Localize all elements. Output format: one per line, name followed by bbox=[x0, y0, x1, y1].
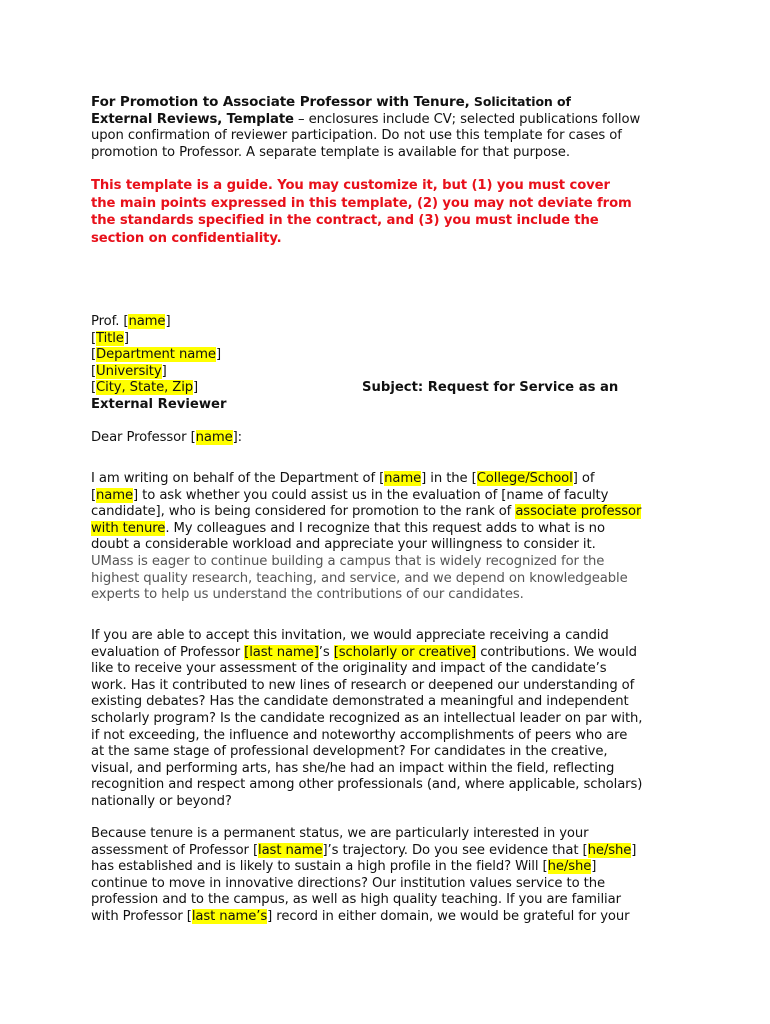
text: assessment of Professor [ bbox=[91, 842, 259, 858]
text: ] of bbox=[572, 471, 595, 486]
guide-line: This template is a guide. You may customize it, but (1) you must cover bbox=[91, 178, 610, 193]
text: If you are able to accept this invitation, we would appreciate receiving a candid bbox=[91, 628, 609, 643]
text: recognition and respect among other professionals (and, where applicable, scholars) bbox=[91, 777, 643, 793]
pronoun-placeholder: he/she bbox=[547, 859, 592, 875]
title-enclosures: – enclosures include CV; selected publications follow bbox=[293, 111, 641, 127]
bracket: [ bbox=[91, 380, 97, 396]
guide-line: the main points expressed in this template, (2) you may not deviate from bbox=[91, 195, 632, 211]
address-department: Department name bbox=[96, 347, 216, 363]
bracket: ] bbox=[215, 347, 221, 363]
text: ]’s trajectory. Do you see evidence that [ bbox=[322, 842, 588, 858]
salutation bbox=[91, 430, 691, 447]
text: ] record in either domain, we would be grateful for your bbox=[267, 908, 630, 924]
name-placeholder: name bbox=[96, 487, 134, 503]
text: visual, and performing arts, has she/he had an impact within the field, reflecting bbox=[91, 760, 615, 776]
bracket: ] bbox=[161, 363, 167, 379]
text: at the same stage of professional development? For candidates in the creative, bbox=[91, 744, 608, 760]
pronoun-placeholder: he/she bbox=[587, 842, 632, 858]
text: I am writing on behalf of the Department of [ bbox=[91, 471, 385, 486]
bracket: [ bbox=[91, 347, 97, 363]
salutation-name: name bbox=[195, 430, 233, 445]
guide-notice bbox=[91, 177, 691, 247]
text: if not exceeding, the influence and noteworthy accomplishments of peers who are bbox=[91, 727, 628, 743]
text: profession and to the campus, as well as high quality teaching. If you are familiar bbox=[91, 892, 621, 908]
bracket: ] bbox=[123, 330, 129, 346]
bracket: [ bbox=[91, 330, 97, 346]
title-heading-cont: Solicitation of bbox=[469, 94, 571, 109]
text: UMass is eager to continue building a campus that is widely recognized for the bbox=[91, 553, 605, 569]
text: experts to help us understand the contributions of our candidates. bbox=[91, 587, 524, 603]
text: nationally or beyond? bbox=[91, 793, 232, 809]
text: scholarly program? Is the candidate recognized as an intellectual leader on par with, bbox=[91, 710, 643, 726]
text: Because tenure is a permanent status, we are particularly interested in your bbox=[91, 826, 589, 841]
text: evaluation of Professor bbox=[91, 644, 245, 660]
text: doubt a considerable workload and appreciate your willingness to consider it. bbox=[91, 537, 596, 553]
last-name-placeholder: [last name] bbox=[244, 644, 319, 660]
title-heading: For Promotion to Associate Professor with Tenure, bbox=[91, 94, 470, 110]
address-name: name bbox=[128, 314, 166, 329]
text: ] bbox=[631, 842, 637, 858]
text: ] in the [ bbox=[421, 471, 477, 486]
paragraph-intro bbox=[91, 471, 691, 604]
template-title bbox=[91, 94, 691, 161]
department-name-placeholder: name bbox=[384, 471, 422, 486]
text: contributions. We would bbox=[476, 644, 637, 660]
title-template-label: External Reviews, Template bbox=[91, 111, 294, 127]
salutation-text: Dear Professor [ bbox=[91, 430, 196, 445]
text: candidate], who is being considered for promotion to the rank of bbox=[91, 504, 516, 520]
bracket: ] bbox=[193, 380, 199, 396]
text: continue to move in innovative directions? Our institution values service to the bbox=[91, 875, 605, 891]
salutation-end: ]: bbox=[232, 430, 242, 445]
last-name-placeholder: last name’s bbox=[191, 908, 268, 924]
text: highest quality research, teaching, and service, and we depend on knowledgeable bbox=[91, 570, 628, 586]
subject-line: Subject: Request for Service as an bbox=[362, 380, 619, 395]
text: existing debates? Has the candidate demonstrated a meaningful and independent bbox=[91, 694, 629, 710]
text: has established and is likely to sustain a high profile in the field? Will [ bbox=[91, 859, 548, 875]
title-line3: promotion to Professor. A separate template is available for that purpose. bbox=[91, 144, 570, 160]
text: ] bbox=[591, 859, 597, 875]
last-name-placeholder: last name bbox=[258, 842, 323, 858]
rank-placeholder-cont: with tenure bbox=[91, 520, 166, 536]
text: [ bbox=[91, 487, 97, 503]
address-prof: Prof. [ bbox=[91, 314, 129, 329]
title-line2: upon confirmation of reviewer participation. Do not use this template for cases of bbox=[91, 128, 622, 144]
bracket: ] bbox=[165, 314, 171, 329]
rank-placeholder: associate professor bbox=[515, 504, 642, 520]
text: ’s bbox=[318, 644, 334, 660]
guide-line: the standards specified in the contract, and (3) you must include the bbox=[91, 213, 599, 229]
address-city: City, State, Zip bbox=[96, 380, 194, 396]
bracket: [ bbox=[91, 363, 97, 379]
scholarly-placeholder: [scholarly or creative] bbox=[333, 644, 477, 660]
text: like to receive your assessment of the originality and impact of the candidate’s bbox=[91, 661, 607, 677]
paragraph-tenure bbox=[91, 826, 691, 926]
paragraph-evaluation bbox=[91, 628, 691, 811]
text: ] to ask whether you could assist us in the evaluation of [name of faculty bbox=[133, 487, 609, 503]
address-university: University bbox=[96, 363, 162, 379]
college-placeholder: College/School bbox=[476, 471, 573, 486]
subject-line-cont: External Reviewer bbox=[91, 397, 227, 412]
text: . My colleagues and I recognize that this request adds to what is no bbox=[165, 520, 605, 536]
guide-line: section on confidentiality. bbox=[91, 230, 282, 246]
address-title: Title bbox=[96, 330, 124, 346]
text: work. Has it contributed to new lines of research or deepened our understanding of bbox=[91, 677, 635, 693]
text: with Professor [ bbox=[91, 908, 192, 924]
